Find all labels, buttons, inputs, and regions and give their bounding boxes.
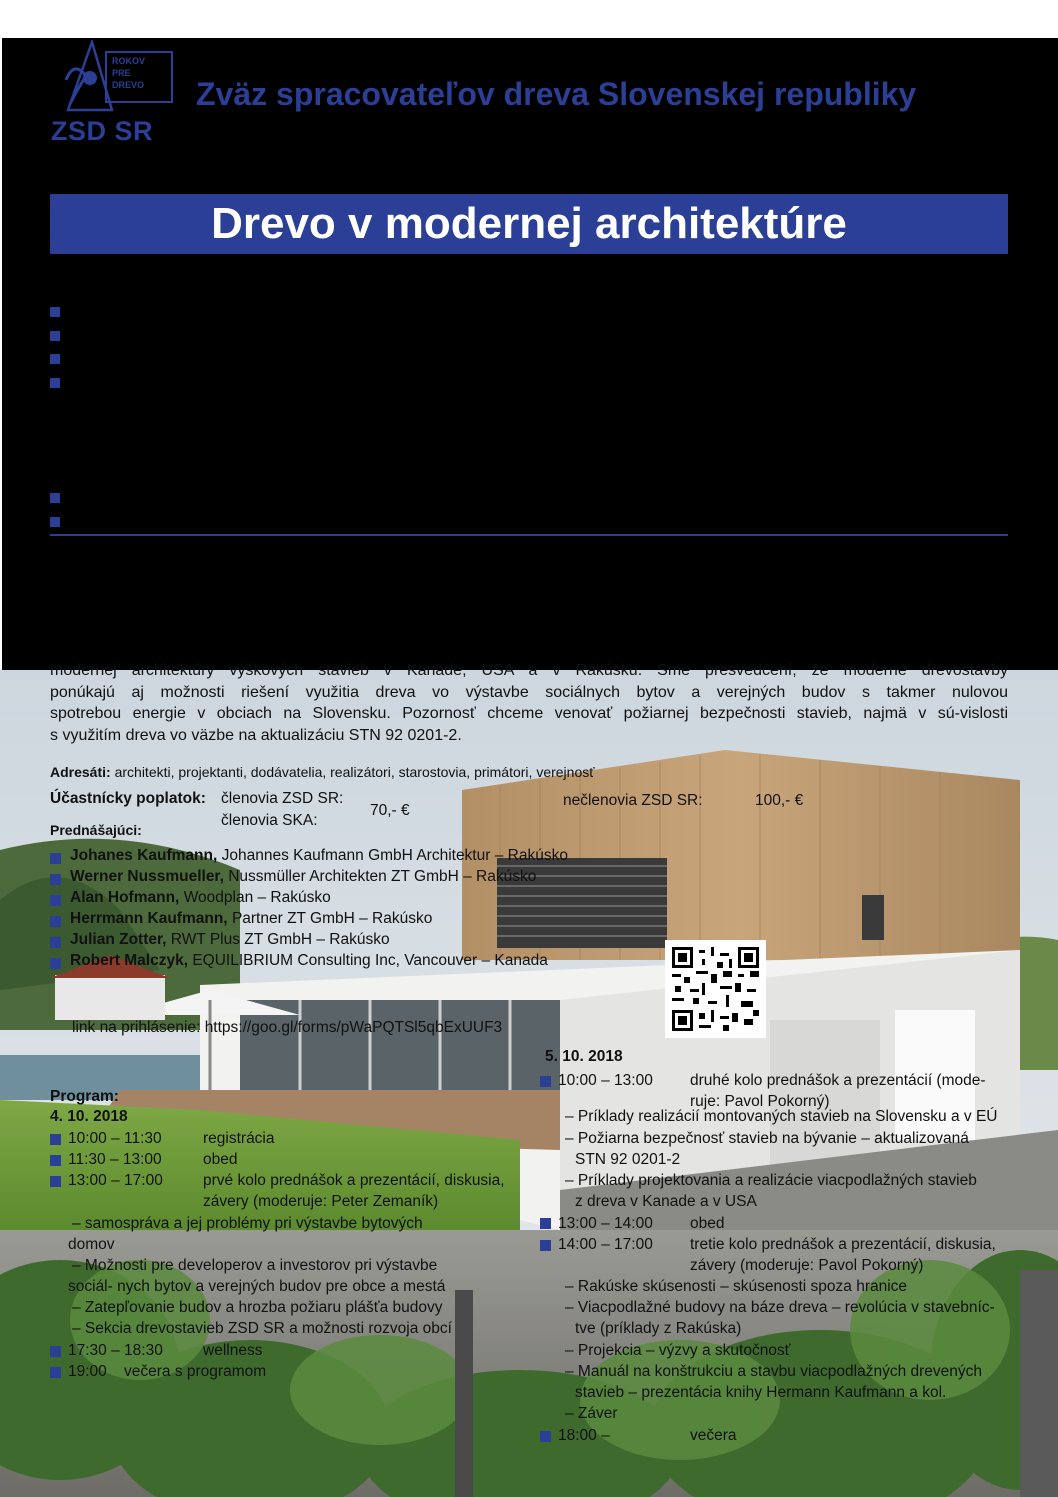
audience-text: architekti, projektanti, dodávatelia, realizátori, starostovia, primátori, verejnosť [114,764,595,780]
day1-desc-cont: závery (moderuje: Peter Zemaník) [203,1193,439,1210]
bullet-icon [50,354,60,364]
day2-topic: – Príklady projektovania a realizácie viacpodlažných stavieb [565,1172,977,1189]
bullet-icon [50,1176,61,1187]
bullet-icon [50,1346,61,1357]
speaker-org: EQUILIBRIUM Consulting Inc, Vancouver – Kanada [192,952,548,969]
bullet-icon [50,895,61,906]
day1-desc: obed [203,1151,238,1168]
logo-abbreviation: ZSD SR [51,116,154,146]
intro-line: s využitím dreva vo väzbe na aktualizáciu STN 92 0201-2. [50,726,462,744]
speaker-item [70,929,390,950]
day2-date: 5. 10. 2018 [545,1048,623,1065]
bullet-icon [50,1155,61,1166]
bullet-icon [50,493,60,503]
speaker-org: Johannes Kaufmann GmbH Architektur – Rakúsko [221,847,568,864]
intro-paragraph [50,660,1008,746]
speaker-name: Herrmann Kaufmann, [70,910,228,927]
bullet-icon [50,874,61,885]
fee-members-ska: členovia SKA: [221,812,318,829]
day2-desc: tretie kolo prednášok a prezentácií, diskusia, [690,1236,996,1253]
logo-badge-line-1: ROKOV [112,56,146,66]
day1-topic: sociál- nych bytov a verejných budov pre obce a mestá [68,1278,446,1295]
fee-members-zsd: členovia ZSD SR: [221,790,344,807]
day1-time: 10:00 – 11:30 [68,1130,162,1147]
day1-desc: registrácia [203,1130,275,1147]
day2-topic: – Príklady realizácií montovaných stavieb na Slovensku a v EÚ [565,1108,998,1125]
day2-time: 13:00 – 14:00 [558,1215,653,1232]
day2-topic: tve (príklady z Rakúska) [575,1320,742,1337]
fee-members-price: 70,- € [370,802,410,819]
speaker-name: Johanes Kaufmann, [70,847,218,864]
day2-time: 18:00 – [558,1427,610,1444]
day2-desc: druhé kolo prednášok a prezentácií (mode- [690,1072,986,1089]
divider [50,534,1008,536]
day2-topic: – Rakúske skúsenosti – skúsenosti spoza hranice [565,1278,908,1295]
day2-topic: – Projekcia – výzvy a skutočnosť [565,1342,791,1359]
bullet-icon [50,1134,61,1145]
day1-topic: – samospráva a jej problémy pri výstavbe bytových [72,1215,423,1232]
event-title: Drevo v modernej architektúre [50,194,1008,254]
bullet-icon [50,937,61,948]
day2-topic: – Manuál na konštrukciu a stavbu viacpodlažných drevených [565,1363,983,1380]
day2-time: 14:00 – 17:00 [558,1236,653,1253]
bullet-icon [50,331,60,341]
intro-line: spotrebou energie v obciach na Slovensku. Pozornosť chceme venovať požiarnej bezpečnosti stavieb, najmä v sú-vislosti [50,705,1008,722]
fee-nonmembers-price: 100,- € [755,792,804,809]
speaker-item [70,845,568,866]
speakers-label: Prednášajúci: [50,822,142,838]
day2-topic: – Viacpodlažné budovy na báze dreva – revolúcia v stavebníc- [565,1299,995,1316]
bullet-icon [540,1431,551,1442]
speaker-item [70,887,331,908]
qr-code-icon[interactable] [665,940,766,1038]
audience-label: Adresáti: [50,764,111,780]
day1-time: 17:30 – 18:30 [68,1342,163,1359]
speaker-org: Nussmüller Architekten ZT GmbH – Rakúsko [228,868,537,885]
bullet-icon [50,853,61,864]
bullet-icon [50,378,60,388]
day2-desc: večera [690,1427,737,1444]
speaker-org: RWT Plus ZT GmbH – Rakúsko [170,931,390,948]
bullet-icon [540,1240,551,1251]
logo-badge-line-2: PRE [112,68,131,78]
day2-time: 10:00 – 13:00 [558,1072,653,1089]
registration-link[interactable]: link na prihlásenie: https://goo.gl/forms/pWaPQTSl5qbExUUF3 [72,1019,503,1036]
speaker-name: Julian Zotter, [70,931,167,948]
day2-desc-cont: ruje: Pavol Pokorný) [690,1093,830,1110]
speaker-name: Werner Nussmueller, [70,868,224,885]
speaker-item [70,866,536,887]
day2-topic: – Záver [565,1405,618,1422]
bullet-icon [540,1076,551,1087]
speaker-item [70,950,548,971]
audience [50,762,595,783]
bullet-icon [50,307,60,317]
day2-desc: obed [690,1215,725,1232]
speaker-org: Woodplan – Rakúsko [183,889,331,906]
fee-label: Účastnícky poplatok: [50,790,206,807]
day2-topic: – Požiarna bezpečnosť stavieb na bývanie – aktualizovaná [565,1130,969,1147]
speaker-item [70,908,432,929]
day1-topic: – Sekcia drevostavieb ZSD SR a možnosti rozvoja obcí [72,1320,452,1337]
bullet-icon [50,916,61,927]
speaker-org: Partner ZT GmbH – Rakúsko [231,910,433,927]
day1-topic: domov [68,1236,115,1253]
intro-line: ponúkajú aj možnosti riešení využitia dreva vo výstavbe sociálnych bytov a verejných budov s takmer nulovou [50,683,1008,701]
day2-topic: stavieb – prezentácia knihy Hermann Kaufmann a kol. [575,1384,947,1401]
bullet-icon [50,517,60,527]
day1-topic: – Zatepľovanie budov a hrozba požiaru plášťa budovy [72,1299,443,1316]
day1-desc: prvé kolo prednášok a prezentácií, diskusia, [203,1172,505,1189]
bullet-icon [50,958,61,969]
day2-topic: STN 92 0201-2 [575,1151,681,1168]
day1-time: 13:00 – 17:00 [68,1172,163,1189]
day1-time: 19:00 [68,1363,107,1380]
day1-desc: wellness [203,1342,263,1359]
day1-time: 11:30 – 13:00 [68,1151,162,1168]
organization-name: Zväz spracovateľov dreva Slovenskej republiky [196,76,917,112]
bullet-icon [540,1218,551,1229]
day1-topic: – Možnosti pre developerov a investorov pri výstavbe [72,1257,438,1274]
day2-topic: z dreva v Kanade a v USA [575,1193,757,1210]
day1-desc: večera s programom [124,1363,267,1380]
day2-desc-cont: závery (moderuje: Pavol Pokorný) [690,1257,924,1274]
intro-line: modernej architektúry výškových stavieb v Kanade, USA a v Rakúsku. Sme presvedčení, že moderné drevostavby [50,662,1008,679]
bullet-icon [50,1367,61,1378]
fee-nonmembers: nečlenovia ZSD SR: [563,792,703,809]
day1-date: 4. 10. 2018 [50,1108,128,1125]
program-label: Program: [50,1088,119,1105]
speaker-name: Alan Hofmann, [70,889,180,906]
speaker-name: Robert Malczyk, [70,952,189,969]
logo-badge-line-3: DREVO [112,80,145,90]
